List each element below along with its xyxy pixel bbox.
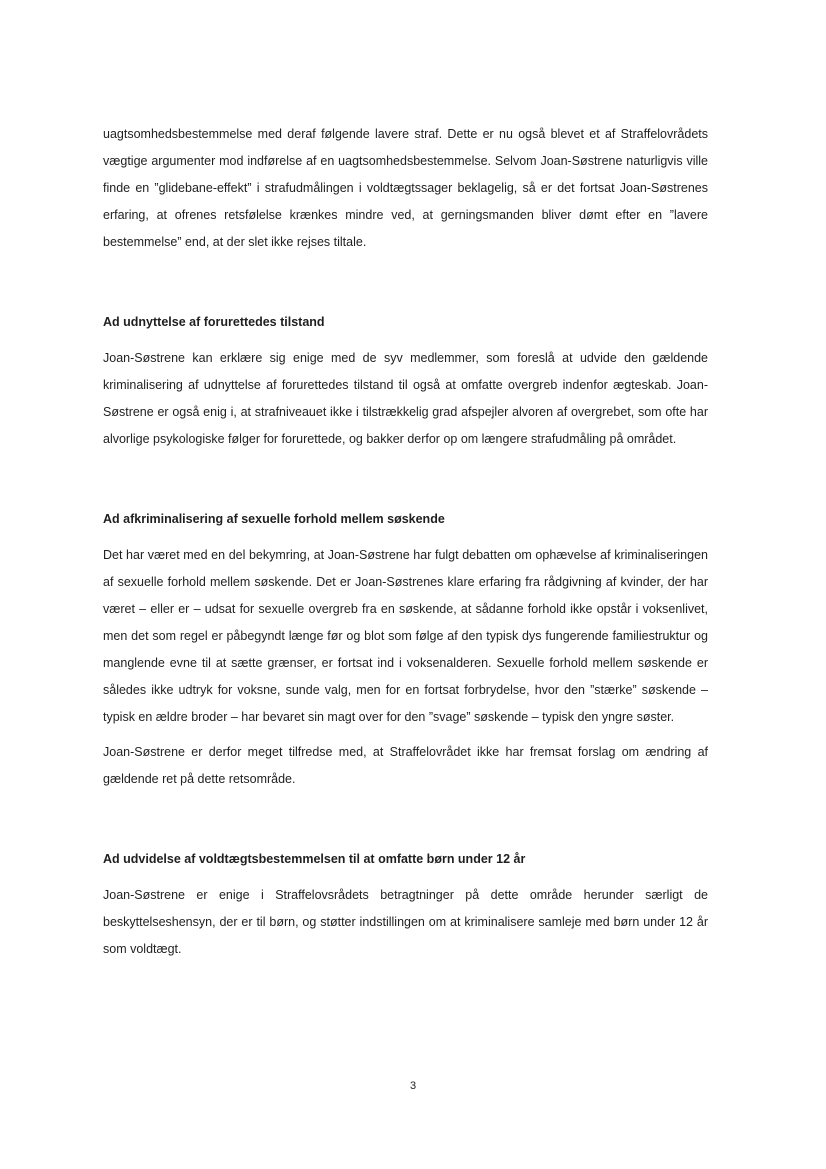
section-heading-udnyttelse: Ad udnyttelse af forurettedes tilstand bbox=[103, 315, 325, 329]
section-paragraph: Det har været med en del bekymring, at Joan-Søstrene har fulgt debatten om ophævelse af kriminaliseringen af sexuelle forhold mellem søskende. Det er Joan-Søstrenes klare erfaring fra rådgivning af kvinder, der har været – eller er – udsat for sexuelle overgreb fra en søskende, at sådanne forhold ikke opstår i voksenlivet, men det som regel er påbegyndt længe før og blot som følge af den typisk dys fungerende familiestruktur og manglende evne til at sætte grænser, er fortsat ind i voksenalderen. Sexuelle forhold mellem søskende er således ikke udtryk for voksne, sunde valg, men for en fortsat forbrydelse, hvor den ”stærke” søskende – typisk en ældre broder – har bevaret sin magt over for den ”svage” søskende – typisk den yngre søster. bbox=[103, 548, 708, 724]
section-heading-afkriminalisering: Ad afkriminalisering af sexuelle forhold mellem søskende bbox=[103, 512, 445, 526]
page-number: 3 bbox=[409, 1080, 417, 1092]
section-paragraph: Joan-Søstrene er derfor meget tilfredse med, at Straffelovrådet ikke har fremsat forslag om ændring af gældende ret på dette retsområde. bbox=[103, 745, 708, 786]
section-heading-voldtaegt: Ad udvidelse af voldtægtsbestemmelsen til at omfatte børn under 12 år bbox=[103, 852, 526, 866]
page-content bbox=[103, 121, 708, 963]
section-paragraph: Joan-Søstrene er enige i Straffelovsrådets betragtninger på dette område herunder særligt de beskyttelseshensyn, der er til børn, og støtter indstillingen om at kriminalisere samleje med børn under 12 år som voldtægt. bbox=[103, 888, 708, 956]
intro-paragraph: uagtsomhedsbestemmelse med deraf følgende lavere straf. Dette er nu også blevet et af Straffelovrådets vægtige argumenter mod indførelse af en uagtsomhedsbestemmelse. Selvom Joan-Søstrene naturligvis ville finde en ”glidebane-effekt” i strafudmålingen i voldtægtssager beklagelig, så er det fortsat Joan-Søstrenes erfaring, at ofrenes retsfølelse krænkes mindre ved, at gerningsmanden bliver dømt efter en ”lavere bestemmelse” end, at der slet ikke rejses tiltale. bbox=[103, 127, 708, 249]
section-paragraph: Joan-Søstrene kan erklære sig enige med de syv medlemmer, som foreslå at udvide den gældende kriminalisering af udnyttelse af forurettedes tilstand til også at omfatte overgreb indenfor ægteskab. Joan-Søstrene er også enig i, at strafniveauet ikke i tilstrækkelig grad afspejler alvoren af overgrebet, som ofte har alvorlige psykologiske følger for forurettede, og bakker derfor op om længere strafudmåling på området. bbox=[103, 351, 708, 446]
